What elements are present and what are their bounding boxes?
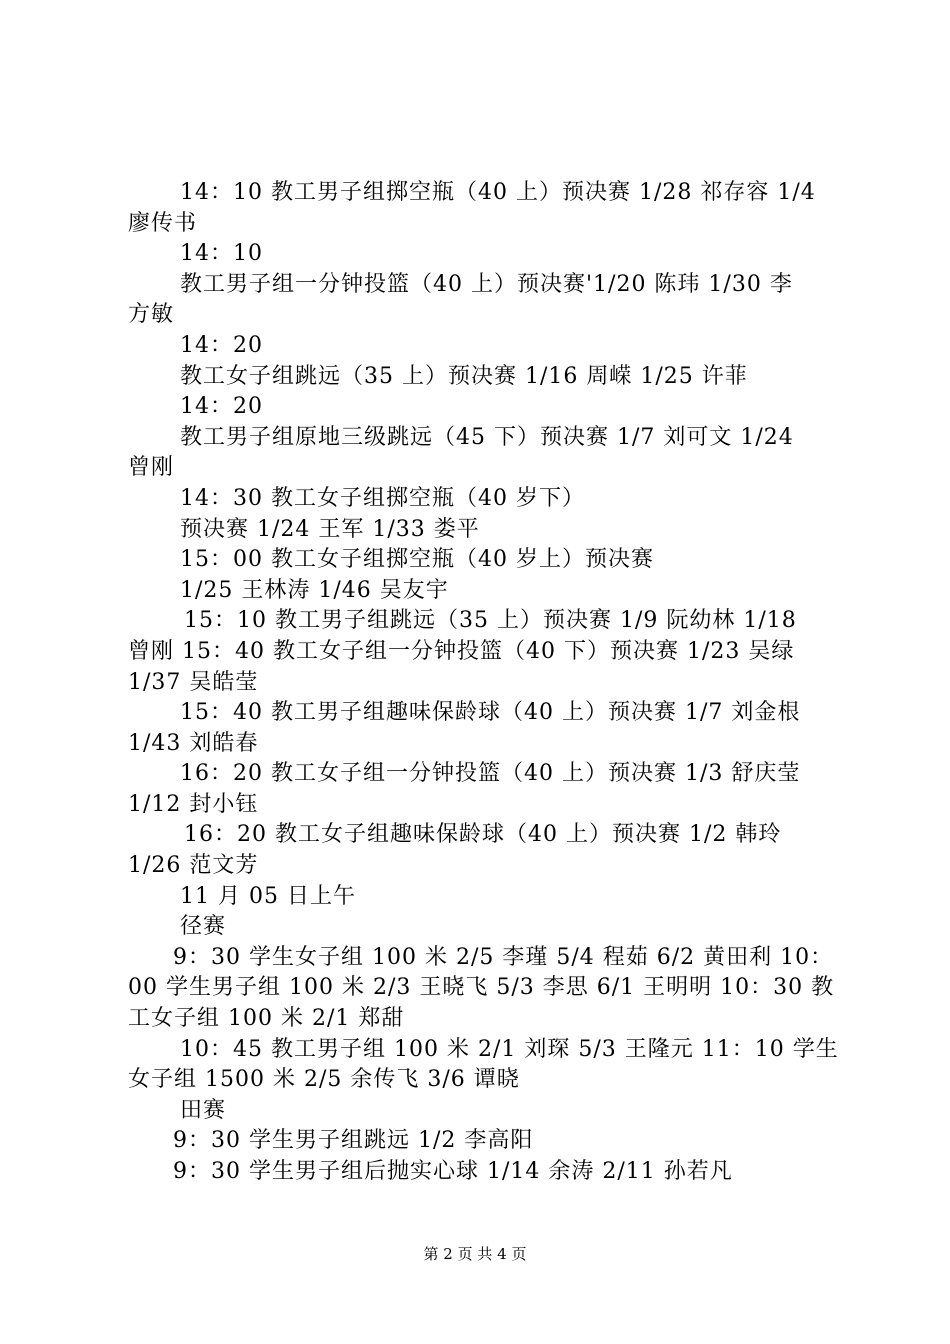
section-date: 11 月 05 日上午 (180, 883, 356, 909)
text-line: 曾刚 15：40 教工女子组一分钟投篮（40 下）预决赛 1/23 吴绿 (128, 638, 795, 664)
text-line: 14：30 教工女子组掷空瓶（40 岁下） (180, 485, 585, 511)
text-line: 15：10 教工男子组跳远（35 上）预决赛 1/9 阮幼林 1/18 (184, 608, 797, 634)
text-line: 1/37 吴皓莹 (128, 669, 259, 695)
page-footer: 第 2 页 共 4 页 (423, 1245, 527, 1263)
section-heading: 田赛 (180, 1097, 227, 1123)
text-line: 方敏 (128, 302, 175, 328)
section-heading: 径赛 (180, 914, 227, 940)
text-line: 教工女子组跳远（35 上）预决赛 1/16 周嵘 1/25 许菲 (180, 363, 748, 389)
text-line: 1/25 王林涛 1/46 吴友宇 (180, 577, 449, 603)
text-line: 廖传书 (128, 210, 198, 236)
text-line: 教工男子组一分钟投篮（40 上）预决赛'1/20 陈玮 1/30 李 (180, 271, 793, 297)
text-line: 14：20 (180, 332, 263, 358)
text-line: 00 学生男子组 100 米 2/3 王晓飞 5/3 李思 6/1 王明明 10：30 教 (128, 975, 835, 1001)
text-line: 1/43 刘皓春 (128, 730, 259, 756)
text-line: 1/26 范文芳 (128, 853, 259, 879)
text-line: 16：20 教工女子组趣味保龄球（40 上）预决赛 1/2 韩玲 (184, 822, 782, 848)
document-body (128, 178, 839, 1188)
text-line: 15：00 教工女子组掷空瓶（40 岁上）预决赛 (180, 547, 654, 573)
text-line: 14：10 教工男子组掷空瓶（40 上）预决赛 1/28 祁存容 1/4 (180, 180, 816, 205)
text-line: 14：20 (180, 394, 263, 420)
text-line: 工女子组 100 米 2/1 郑甜 (128, 1006, 405, 1032)
text-line: 10：45 教工男子组 100 米 2/1 刘琛 5/3 王隆元 11：10 学生 (180, 1036, 839, 1062)
text-line: 9：30 学生男子组跳远 1/2 李高阳 (173, 1128, 534, 1154)
text-line: 16：20 教工女子组一分钟投篮（40 上）预决赛 1/3 舒庆莹 (180, 761, 801, 787)
text-line: 女子组 1500 米 2/5 余传飞 3/6 谭晓 (128, 1067, 520, 1093)
text-line: 15：40 教工男子组趣味保龄球（40 上）预决赛 1/7 刘金根 (180, 700, 801, 726)
text-line: 1/12 封小钰 (128, 791, 259, 817)
text-line: 14：10 (180, 241, 263, 267)
text-line: 曾刚 (128, 455, 175, 481)
text-line: 教工男子组原地三级跳远（45 下）预决赛 1/7 刘可文 1/24 (180, 424, 794, 450)
text-line: 预决赛 1/24 王军 1/33 娄平 (180, 516, 480, 542)
text-line: 9：30 学生女子组 100 米 2/5 李瑾 5/4 程茹 6/2 黄田利 10： (173, 944, 834, 970)
text-line: 9：30 学生男子组后抛实心球 1/14 余涛 2/11 孙若凡 (173, 1159, 733, 1184)
